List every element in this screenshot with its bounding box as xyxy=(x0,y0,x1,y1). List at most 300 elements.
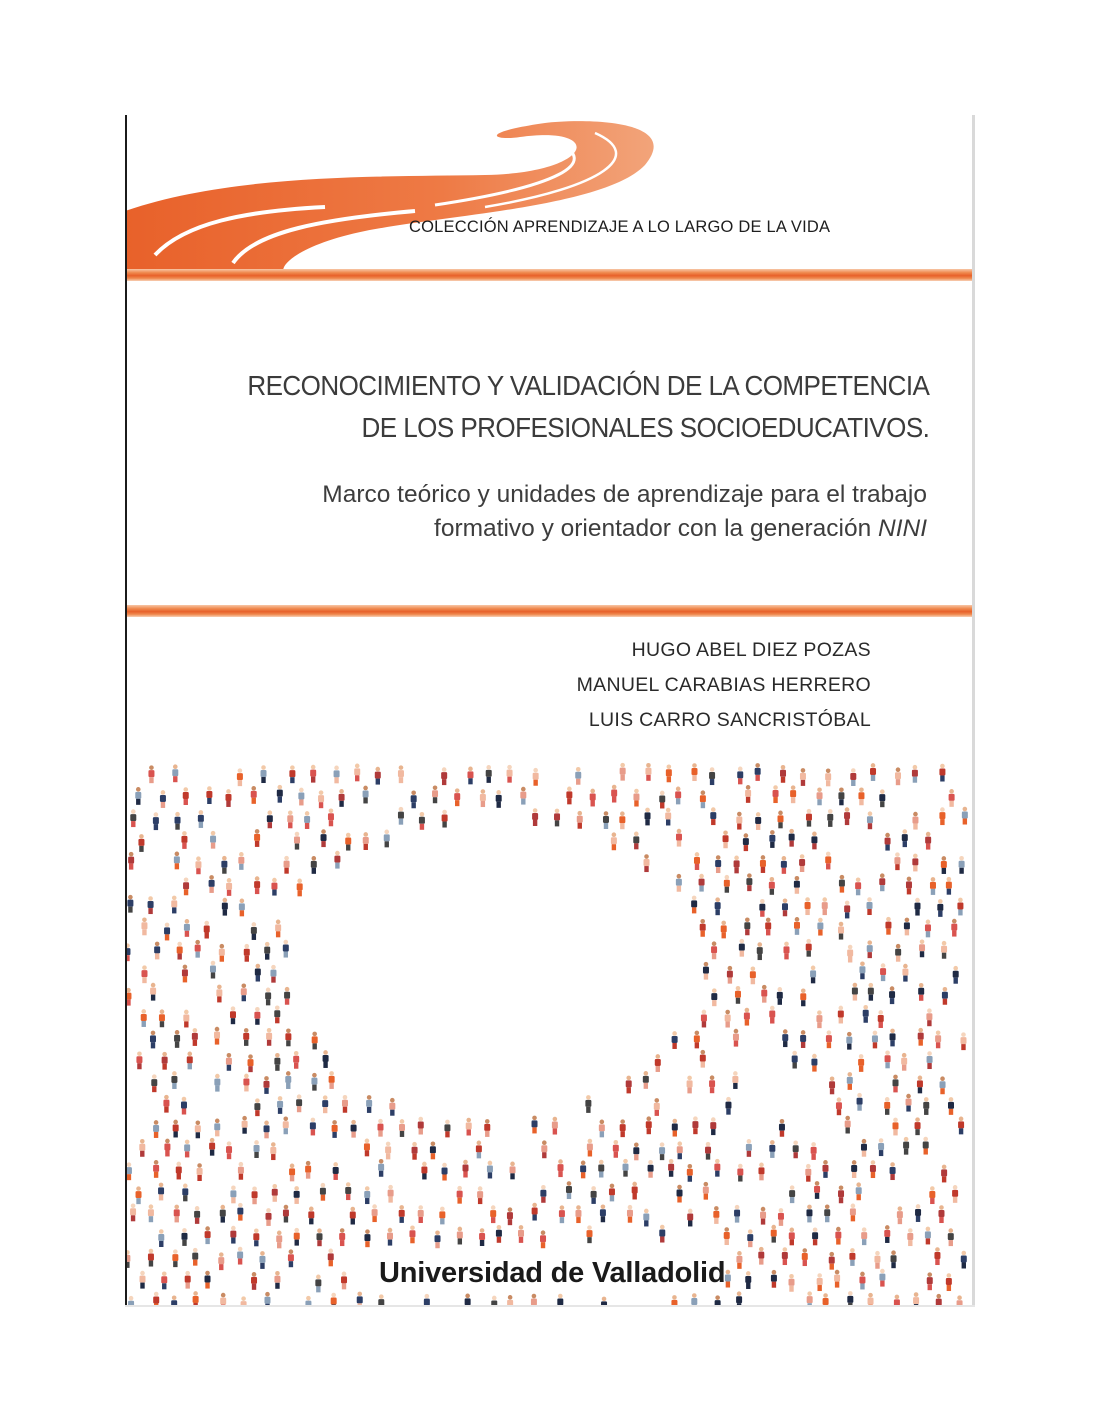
crowd-person xyxy=(351,1120,357,1138)
crowd-person xyxy=(297,879,303,897)
crowd-person xyxy=(745,785,751,803)
crowd-person xyxy=(903,1137,909,1155)
crowd-person xyxy=(859,1272,865,1290)
crowd-person xyxy=(195,1120,201,1138)
crowd-person xyxy=(961,1251,967,1269)
crowd-person xyxy=(814,1181,820,1199)
crowd-person xyxy=(153,1120,159,1138)
crowd-person xyxy=(163,1095,169,1113)
crowd-person xyxy=(783,942,789,960)
crowd-person xyxy=(962,807,968,825)
crowd-person xyxy=(214,1074,220,1092)
crowd-person xyxy=(183,787,189,805)
crowd-person xyxy=(274,1271,280,1289)
crowd-person xyxy=(328,1249,334,1267)
crowd-person xyxy=(251,786,257,804)
crowd-person xyxy=(940,1076,946,1094)
crowd-person xyxy=(254,1007,260,1025)
crowd-person xyxy=(341,1272,347,1290)
crowd-person xyxy=(750,966,756,984)
crowd-person xyxy=(251,922,257,940)
crowd-person xyxy=(214,1119,220,1137)
crowd-person xyxy=(946,877,952,895)
crowd-person xyxy=(879,873,885,891)
crowd-person xyxy=(822,897,828,915)
crowd-person xyxy=(310,1118,316,1136)
crowd-person xyxy=(172,1249,178,1267)
crowd-person xyxy=(239,899,245,917)
crowd-person xyxy=(294,1186,300,1204)
crowd-person xyxy=(867,897,873,915)
crowd-person xyxy=(805,897,811,915)
crowd-person xyxy=(952,1185,958,1203)
crowd-person xyxy=(777,811,783,829)
crowd-person xyxy=(210,831,216,849)
crowd-person xyxy=(861,1227,867,1245)
crowd-person xyxy=(442,810,448,828)
crowd-person xyxy=(435,1230,441,1248)
crowd-person xyxy=(398,765,404,783)
crowd-person xyxy=(490,1205,496,1223)
crowd-person xyxy=(339,1228,345,1246)
crowd-person xyxy=(757,942,763,960)
crowd-person xyxy=(275,920,281,938)
crowd-person xyxy=(412,1142,418,1160)
crowd-person xyxy=(253,1229,259,1247)
crowd-person xyxy=(794,876,800,894)
crowd-person xyxy=(363,786,369,804)
crowd-person xyxy=(184,919,190,937)
crowd-person xyxy=(285,1028,291,1046)
crowd-person xyxy=(880,963,886,981)
crowd-person xyxy=(948,1228,954,1246)
crowd-person xyxy=(323,1050,329,1068)
crowd-person xyxy=(532,808,538,826)
crowd-person xyxy=(711,988,717,1006)
crowd-person xyxy=(725,1270,731,1288)
crowd-person xyxy=(204,921,210,939)
crowd-person xyxy=(218,1252,224,1270)
crowd-person xyxy=(925,832,931,850)
crowd-person xyxy=(135,787,141,805)
crowd-person xyxy=(850,768,856,786)
crowd-person xyxy=(645,808,651,826)
crowd-person xyxy=(192,1028,198,1046)
crowd-person xyxy=(484,1119,490,1137)
crowd-person xyxy=(713,1206,719,1224)
crowd-person xyxy=(736,1251,742,1269)
crowd-person xyxy=(226,878,232,896)
crowd-person xyxy=(723,830,729,848)
crowd-person xyxy=(128,852,134,870)
crowd-person xyxy=(822,1160,828,1178)
crowd-person xyxy=(810,966,816,984)
crowd-person xyxy=(388,1185,394,1203)
crowd-person xyxy=(315,1275,321,1293)
crowd-person xyxy=(467,767,473,785)
crowd-person xyxy=(148,1204,154,1222)
crowd-person xyxy=(183,877,189,895)
crowd-person xyxy=(834,1270,840,1288)
crowd-person xyxy=(136,1186,142,1204)
cover-right-edge xyxy=(972,115,975,1307)
crowd-person xyxy=(800,1030,806,1048)
crowd-person xyxy=(799,854,805,872)
crowd-person xyxy=(789,829,795,847)
crowd-person xyxy=(552,1117,558,1135)
crowd-person xyxy=(659,1142,665,1160)
crowd-person xyxy=(835,1227,841,1245)
crowd-person xyxy=(739,939,745,957)
crowd-person xyxy=(701,1010,707,1028)
crowd-person xyxy=(743,833,749,851)
crowd-person xyxy=(627,1205,633,1223)
crowd-person xyxy=(520,787,526,805)
crowd-person xyxy=(205,1271,211,1289)
crowd-person xyxy=(421,1162,427,1180)
crowd-person xyxy=(703,1182,709,1200)
crowd-person xyxy=(759,899,765,917)
crowd-person xyxy=(939,807,945,825)
crowd-person xyxy=(321,829,327,847)
crowd-person xyxy=(721,921,727,939)
crowd-person xyxy=(655,1054,661,1072)
crowd-person xyxy=(312,1032,318,1050)
crowd-person xyxy=(897,1206,903,1224)
crowd-person xyxy=(942,987,948,1005)
crowd-person xyxy=(646,1116,652,1134)
crowd-person xyxy=(599,1120,605,1138)
crowd-person xyxy=(858,1054,864,1072)
crowd-person xyxy=(672,1031,678,1049)
crowd-person xyxy=(906,1094,912,1112)
crowd-person xyxy=(927,1051,933,1069)
crowd-person xyxy=(127,895,133,913)
crowd-person xyxy=(746,1139,752,1157)
crowd-person xyxy=(643,1209,649,1227)
middle-orange-rule xyxy=(125,605,975,617)
crowd-person xyxy=(136,1051,142,1069)
crowd-person xyxy=(183,1010,189,1028)
crowd-person xyxy=(941,856,947,874)
crowd-person xyxy=(724,1227,730,1245)
crowd-person xyxy=(173,1120,179,1138)
crowd-person xyxy=(277,785,283,803)
crowd-person xyxy=(600,1204,606,1222)
crowd-person xyxy=(851,1160,857,1178)
crowd-person xyxy=(912,765,918,783)
crowd-person xyxy=(611,785,617,803)
crowd-person xyxy=(242,1116,248,1134)
crowd-person xyxy=(238,1162,244,1180)
crowd-person xyxy=(333,1162,339,1180)
crowd-person xyxy=(209,875,215,893)
author-1: HUGO ABEL DIEZ POZAS xyxy=(631,639,871,661)
road-swoosh-icon xyxy=(125,115,975,275)
crowd-person xyxy=(946,1273,952,1291)
crowd-person xyxy=(645,763,651,781)
crowd-person xyxy=(161,1272,167,1290)
crowd-person xyxy=(387,1228,393,1246)
crowd-person xyxy=(620,763,626,781)
crowd-person xyxy=(160,790,166,808)
crowd-person xyxy=(907,1228,913,1246)
crowd-person xyxy=(575,767,581,785)
crowd-person xyxy=(444,1120,450,1138)
crowd-person xyxy=(457,1186,463,1204)
crowd-person xyxy=(206,786,212,804)
crowd-person xyxy=(838,787,844,805)
crowd-person xyxy=(322,1095,328,1113)
crowd-person xyxy=(890,1029,896,1047)
crowd-person xyxy=(705,1142,711,1160)
crowd-person xyxy=(164,923,170,941)
crowd-person xyxy=(294,1228,300,1246)
crowd-person xyxy=(150,983,156,1001)
crowd-person xyxy=(725,1010,731,1028)
crowd-person xyxy=(139,1139,145,1157)
crowd-person xyxy=(937,899,943,917)
crowd-person xyxy=(364,1229,370,1247)
crowd-person xyxy=(771,1270,777,1288)
crowd-person xyxy=(237,768,243,786)
crowd-person xyxy=(316,1228,322,1246)
crowd-person xyxy=(243,1074,249,1092)
crowd-person xyxy=(577,811,583,829)
crowd-person xyxy=(540,1230,546,1248)
crowd-person xyxy=(838,1006,844,1024)
crowd-person xyxy=(746,873,752,891)
crowd-person xyxy=(294,832,300,850)
crowd-person xyxy=(885,917,891,935)
crowd-person xyxy=(175,812,181,830)
crowd-person xyxy=(857,1093,863,1111)
crowd-person xyxy=(266,1028,272,1046)
crowd-person xyxy=(959,856,965,874)
crowd-person xyxy=(817,918,823,936)
crowd-person xyxy=(364,1139,370,1157)
crowd-person xyxy=(659,1225,665,1243)
crowd-person xyxy=(648,1160,654,1178)
crowd-person xyxy=(923,1137,929,1155)
crowd-person xyxy=(846,1032,852,1050)
crowd-person xyxy=(480,789,486,807)
crowd-person xyxy=(825,769,831,787)
crowd-person xyxy=(243,1028,249,1046)
crowd-person xyxy=(271,878,277,896)
crowd-person xyxy=(439,1207,445,1225)
crowd-person xyxy=(372,1204,378,1222)
crowd-person xyxy=(710,807,716,825)
crowd-person xyxy=(418,1205,424,1223)
crowd-person xyxy=(192,1248,198,1266)
crowd-person xyxy=(845,1116,851,1134)
crowd-person xyxy=(603,811,609,829)
crowd-person xyxy=(691,763,697,781)
crowd-person xyxy=(264,942,270,960)
crowd-person xyxy=(430,1142,436,1160)
crowd-person xyxy=(334,851,340,869)
crowd-person xyxy=(187,1052,193,1070)
crowd-person xyxy=(633,1143,639,1161)
crowd-person xyxy=(725,1097,731,1115)
crowd-person xyxy=(230,1226,236,1244)
crowd-person xyxy=(700,1050,706,1068)
crowd-person xyxy=(252,1186,258,1204)
crowd-person xyxy=(838,922,844,940)
crowd-person xyxy=(782,898,788,916)
crowd-person xyxy=(366,1095,372,1113)
crowd-person xyxy=(779,1119,785,1137)
crowd-person xyxy=(872,1031,878,1049)
crowd-person xyxy=(554,809,560,827)
crowd-person xyxy=(811,1054,817,1072)
crowd-person xyxy=(174,852,180,870)
crowd-person xyxy=(399,1119,405,1137)
crowd-person xyxy=(320,1183,326,1201)
crowd-person xyxy=(715,855,721,873)
crowd-person xyxy=(715,897,721,915)
crowd-person xyxy=(591,1186,597,1204)
crowd-person xyxy=(878,1138,884,1156)
crowd-person xyxy=(345,833,351,851)
top-orange-rule xyxy=(125,269,975,281)
crowd-person xyxy=(806,1205,812,1223)
crowd-person xyxy=(153,1160,159,1178)
crowd-person xyxy=(613,1140,619,1158)
crowd-person xyxy=(793,1140,799,1158)
crowd-person xyxy=(676,829,682,847)
crowd-person xyxy=(744,1008,750,1026)
crowd-person xyxy=(454,788,460,806)
crowd-person xyxy=(930,877,936,895)
crowd-person xyxy=(917,1076,923,1094)
crowd-person xyxy=(139,1271,145,1289)
crowd-person xyxy=(948,1097,954,1115)
crowd-person xyxy=(141,1009,147,1027)
crowd-person xyxy=(174,1205,180,1223)
crowd-person xyxy=(375,767,381,785)
crowd-person xyxy=(496,1225,502,1243)
crowd-person xyxy=(225,789,231,807)
crowd-person xyxy=(274,1006,280,1024)
crowd-person xyxy=(806,809,812,827)
crowd-person xyxy=(510,1162,516,1180)
crowd-person xyxy=(902,964,908,982)
crowd-person xyxy=(885,1051,891,1069)
title-line-2: DE LOS PROFESIONALES SOCIOEDUCATIVOS. xyxy=(361,412,929,443)
crowd-person xyxy=(960,1032,966,1050)
crowd-person xyxy=(727,966,733,984)
crowd-person xyxy=(912,854,918,872)
crowd-person xyxy=(265,988,271,1006)
crowd-person xyxy=(220,1205,226,1223)
crowd-person xyxy=(244,944,250,962)
crowd-person xyxy=(958,1117,964,1135)
crowd-person xyxy=(293,1051,299,1069)
crowd-person xyxy=(665,808,671,826)
crowd-person xyxy=(885,833,891,851)
crowd-person xyxy=(847,945,853,963)
crowd-person xyxy=(611,832,617,850)
crowd-people-icon xyxy=(125,760,975,1307)
crowd-person xyxy=(486,765,492,783)
book-subtitle xyxy=(322,478,927,546)
crowd-person xyxy=(176,1162,182,1180)
crowd-person xyxy=(251,1272,257,1290)
crowd-person xyxy=(782,1029,788,1047)
crowd-person xyxy=(457,1227,463,1245)
crowd-person xyxy=(399,1205,405,1223)
crowd-person xyxy=(884,1225,890,1243)
crowd-person xyxy=(769,1006,775,1024)
crowd-person xyxy=(623,1159,629,1177)
crowd-person xyxy=(949,789,955,807)
crowd-person xyxy=(138,834,144,852)
crowd-person xyxy=(923,1097,929,1115)
crowd-person xyxy=(541,1140,547,1158)
crowd-person xyxy=(153,812,159,830)
crowd-person xyxy=(761,985,767,1003)
crowd-person xyxy=(334,766,340,784)
crowd-person xyxy=(765,918,771,936)
crowd-person xyxy=(230,1006,236,1024)
crowd-person xyxy=(181,1097,187,1115)
crowd-person xyxy=(687,1076,693,1094)
crowd-person xyxy=(226,1141,232,1159)
crowd-person xyxy=(154,942,160,960)
crowd-person xyxy=(780,765,786,783)
crowd-person xyxy=(790,785,796,803)
crowd-person xyxy=(666,764,672,782)
author-3: LUIS CARRO SANCRISTÓBAL xyxy=(588,709,871,731)
crowd-person xyxy=(904,918,910,936)
crowd-person xyxy=(507,765,513,783)
crowd-person xyxy=(148,765,154,783)
crowd-person xyxy=(221,856,227,874)
crowd-person xyxy=(733,1029,739,1047)
crowd-person xyxy=(540,1185,546,1203)
crowd-person xyxy=(692,1116,698,1134)
publisher-name: Universidad de Valladolid xyxy=(379,1257,726,1289)
crowd-person xyxy=(929,1186,935,1204)
crowd-person xyxy=(507,1207,513,1225)
crowd-person xyxy=(847,1072,853,1090)
crowd-person xyxy=(276,1231,282,1249)
crowd-person xyxy=(195,940,201,958)
crowd-person xyxy=(214,1027,220,1045)
crowd-person xyxy=(777,987,783,1005)
crowd-person xyxy=(852,983,858,1001)
crowd-person xyxy=(130,1204,136,1222)
crowd-person xyxy=(714,1159,720,1177)
crowd-person xyxy=(237,1203,243,1221)
crowd-person xyxy=(817,787,823,805)
crowd-person xyxy=(311,856,317,874)
crowd-person xyxy=(195,856,201,874)
crowd-person xyxy=(466,1118,472,1136)
crowd-person xyxy=(953,966,959,984)
crowd-person xyxy=(744,917,750,935)
crowd-person xyxy=(559,1205,565,1223)
crowd-person xyxy=(272,1184,278,1202)
crowd-person xyxy=(758,1163,764,1181)
crowd-person xyxy=(318,790,324,808)
crowd-person xyxy=(951,919,957,937)
crowd-person xyxy=(659,791,665,809)
crowd-person xyxy=(824,1204,830,1222)
crowd-person xyxy=(270,1142,276,1160)
